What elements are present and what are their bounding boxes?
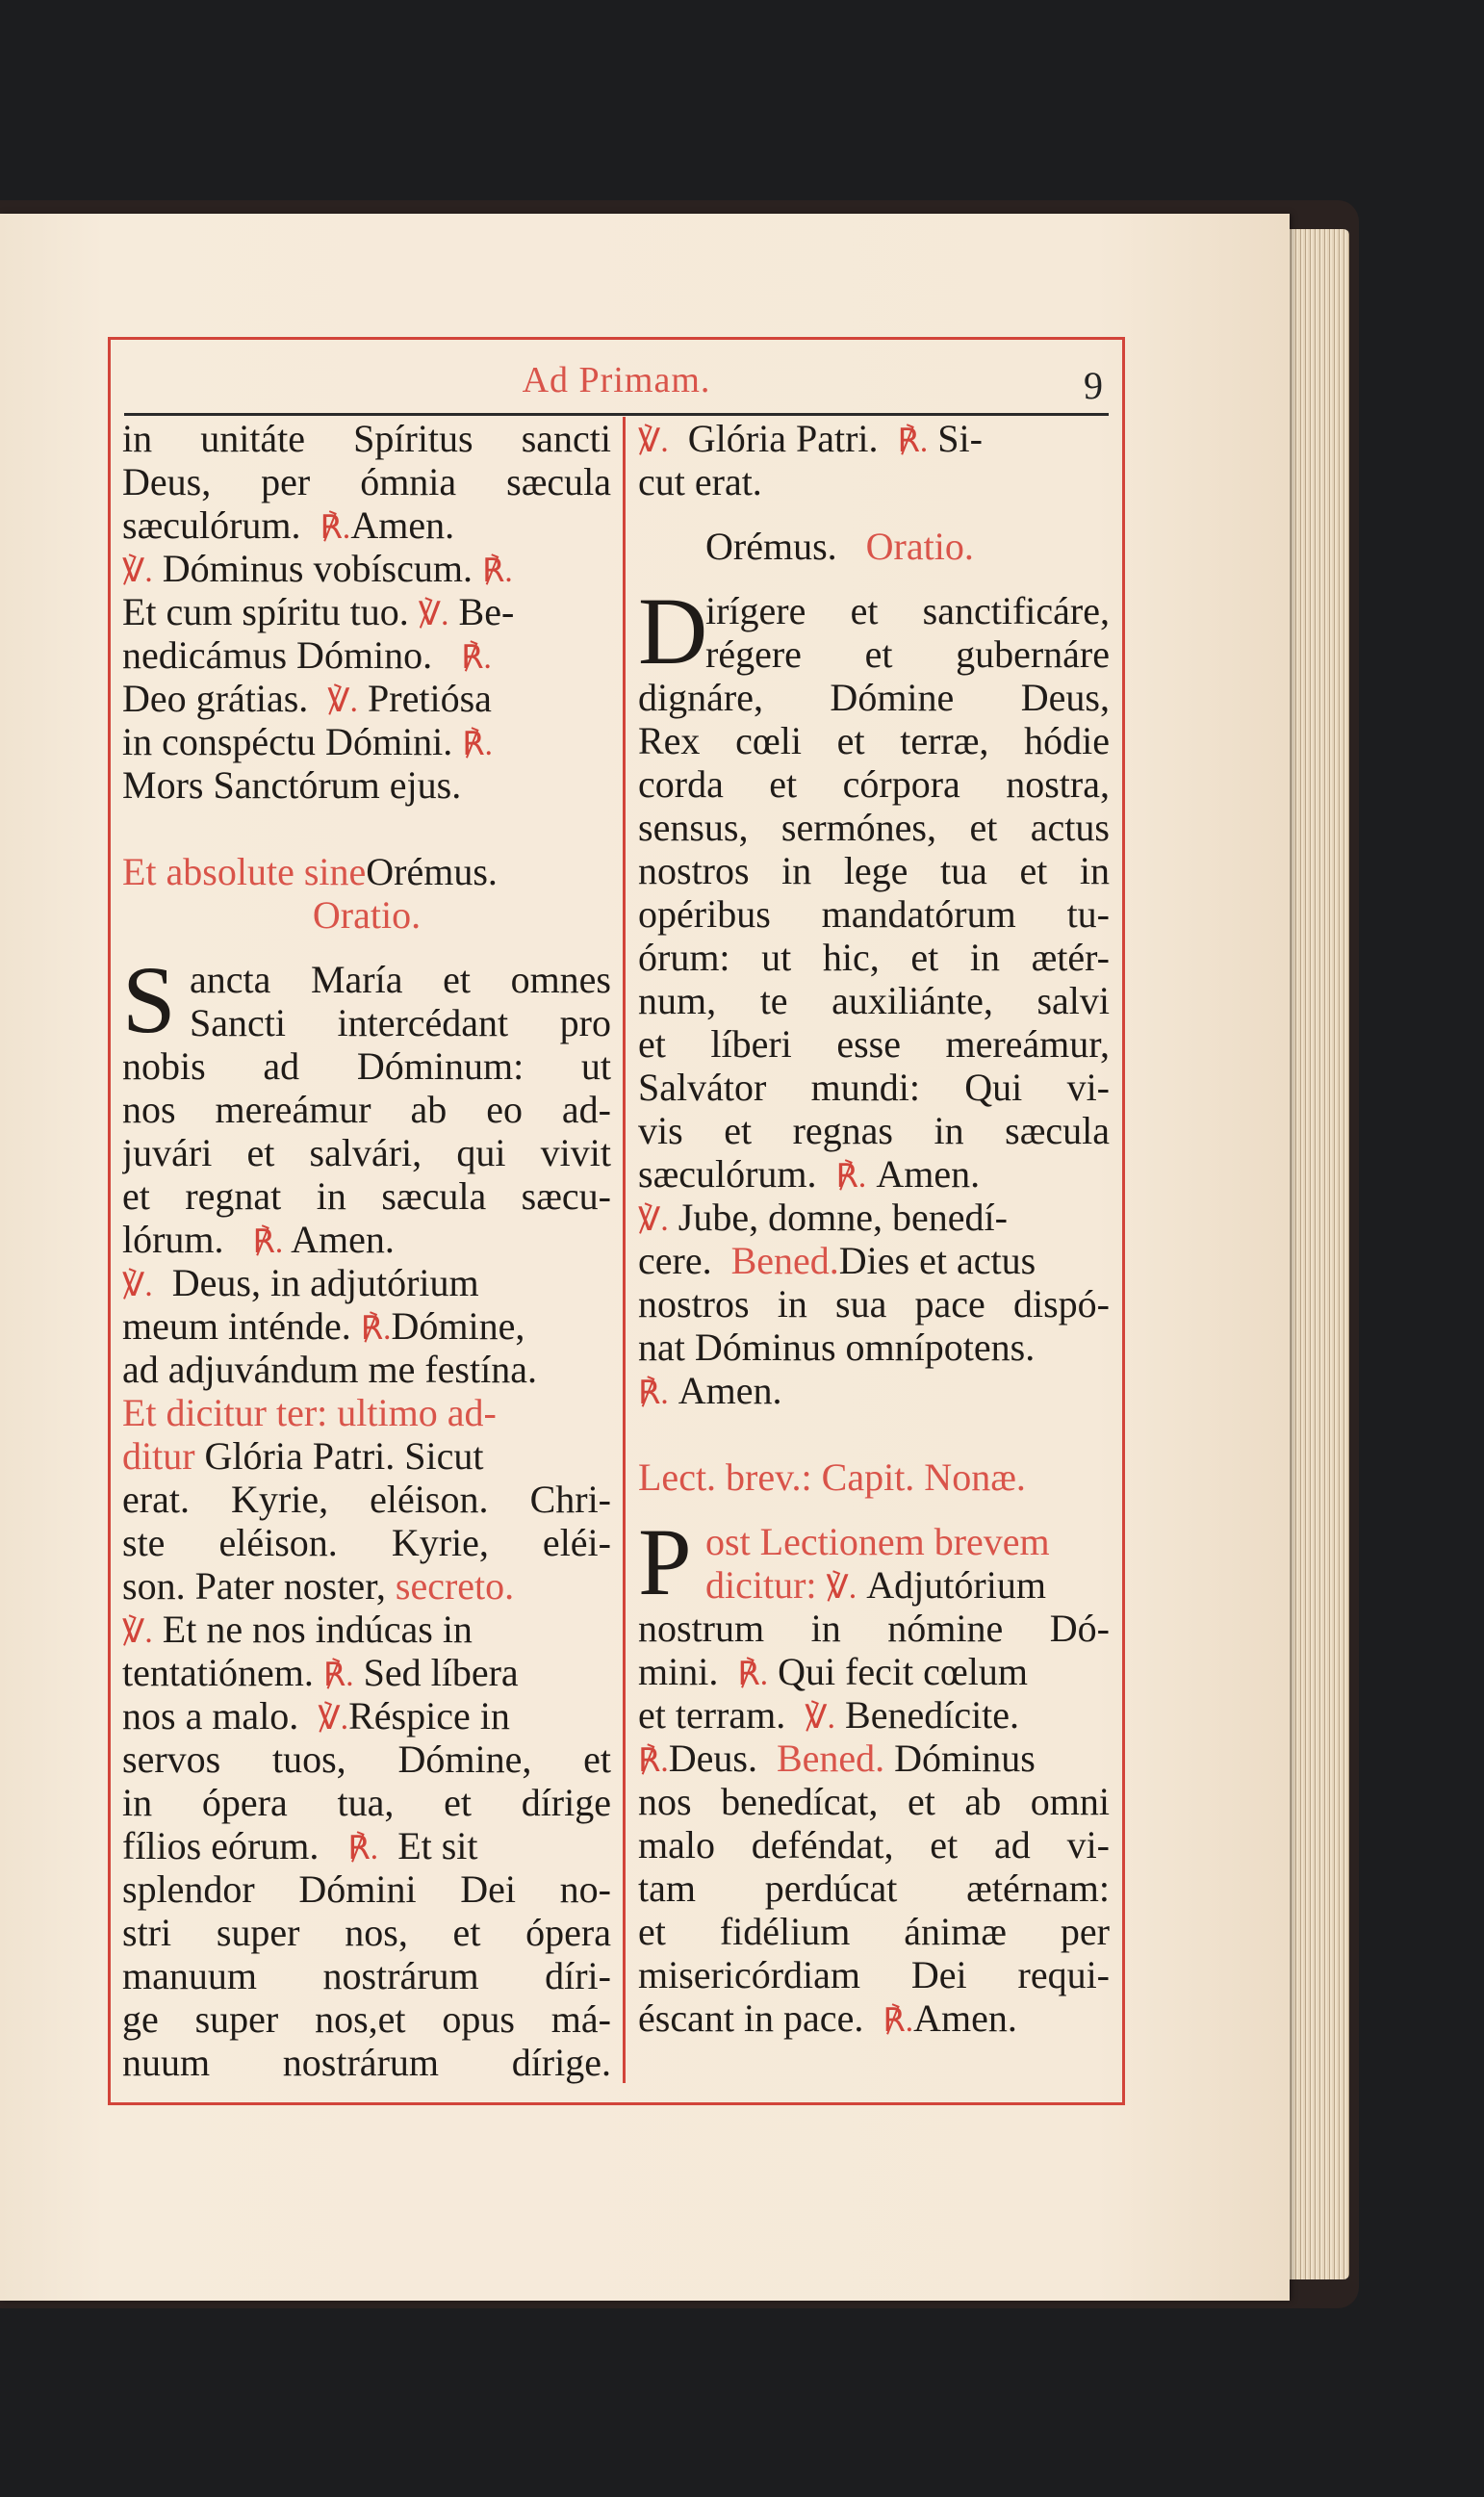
rubric-lectio: Lect. brev.: Capit. Nonæ. — [638, 1455, 1026, 1499]
response-symbol: ℟. — [835, 1159, 867, 1195]
text-line: ℣. Jube, domne, benedí- — [638, 1196, 1008, 1239]
text-line: nostros in sua pace dispó- — [638, 1282, 1110, 1326]
text-line: et regnat in sæcula sæcu- — [122, 1174, 611, 1218]
text-line: num, te auxiliánte, salvi — [638, 979, 1110, 1022]
text-line: erat. Kyrie, eléison. Chri- — [122, 1478, 611, 1521]
text-line: Sancti intercédant pro — [190, 1001, 611, 1044]
text-line: fílios eórum. ℟. Et sit — [122, 1824, 478, 1867]
text-line: nostros in lege tua et in — [638, 849, 1110, 892]
versicle-symbol: ℣. — [122, 553, 153, 589]
text-line: éscant in pace. ℟.Amen. — [638, 1996, 1017, 2040]
response-symbol: ℟. — [360, 1311, 392, 1347]
text-line: ℟. Amen. — [638, 1369, 782, 1412]
text-line: servos tuos, Dómine, et — [122, 1738, 611, 1781]
column-divider — [623, 417, 626, 2083]
text-line: dignáre, Dómine Deus, — [638, 676, 1110, 719]
text-line: lórum. ℟. Amen. — [122, 1218, 395, 1261]
text-line: splendor Dómini Dei no- — [122, 1867, 611, 1911]
text-line: ancta María et omnes — [190, 958, 611, 1001]
response-symbol: ℟. — [320, 510, 351, 546]
versicle-symbol: ℣. — [638, 1202, 669, 1238]
text-line: irígere et sanctificáre, — [705, 589, 1110, 632]
text-line: Orémus. Oratio. — [705, 525, 974, 568]
text-line: juvári et salvári, qui vivit — [122, 1131, 611, 1174]
text-line: tam perdúcat ætérnam: — [638, 1866, 1110, 1910]
text-line: nos mereámur ab eo ad- — [122, 1088, 611, 1131]
text-line: nuum nostrárum dírige. — [122, 2041, 611, 2084]
text-line: mini. ℟. Qui fecit cœlum — [638, 1650, 1029, 1693]
text-line: ℣. Deus, in adjutórium — [122, 1261, 479, 1304]
response-symbol: ℟. — [322, 1658, 354, 1693]
text-line: sæculórum. ℟. Amen. — [638, 1152, 981, 1196]
rubric: Bened. — [730, 1239, 839, 1282]
rubric: Et absolute sine — [122, 850, 367, 893]
prayer-sancta — [122, 946, 611, 1261]
text-line: tentatiónem. ℟. Sed líbera — [122, 1651, 519, 1694]
text-line: ℣. Et ne nos indúcas in — [122, 1608, 473, 1651]
versicle-symbol: ℣. — [638, 424, 669, 459]
response-symbol: ℟. — [482, 553, 513, 589]
versicle-symbol: ℣. — [327, 683, 359, 719]
post-lectionem — [638, 1508, 1110, 1615]
text-line: son. Pater noster, secreto. — [122, 1564, 515, 1608]
text-line: nobis ad Dóminum: ut — [122, 1044, 611, 1088]
text-line: sæculórum. ℟.Amen. — [122, 503, 455, 547]
text-line: in ópera tua, et dírige — [122, 1781, 611, 1824]
text-line: nedicámus Dómino. ℟. — [122, 633, 492, 677]
text-line: nos benedícat, et ab omni — [638, 1780, 1110, 1823]
text-line: ditur Glória Patri. Sicut — [122, 1434, 484, 1478]
versicle-symbol: ℣. — [805, 1700, 836, 1736]
text-line: manuum nostrárum díri- — [122, 1954, 611, 1997]
text-line: meum inténde. ℟.Dómine, — [122, 1304, 525, 1348]
oratio-heading: Oratio. — [312, 893, 422, 937]
text-line: misericórdiam Dei requi- — [638, 1953, 1110, 1996]
versicle-symbol: ℣. — [826, 1570, 857, 1606]
response-symbol: ℟. — [638, 1376, 669, 1411]
response-symbol: ℟. — [897, 424, 929, 459]
response-symbol: ℟. — [461, 640, 492, 676]
text-line: et fidélium ánimæ per — [638, 1910, 1110, 1953]
text-line: régere et gubernáre — [705, 632, 1110, 676]
text-line: vis et regnas in sæcula — [638, 1109, 1110, 1152]
versicle-symbol: ℣. — [122, 1614, 153, 1650]
text-line: corda et córpora nostra, — [638, 762, 1110, 806]
text-line: ge super nos,et opus má- — [122, 1997, 611, 2041]
text-line: Salvátor mundi: Qui vi- — [638, 1066, 1110, 1109]
text-line: ℟.Deus. Bened. Dóminus — [638, 1737, 1036, 1780]
page-edges — [1284, 229, 1349, 2279]
text-line: Deus, per ómnia sæcula — [122, 460, 611, 503]
text-line: sensus, sermónes, et actus — [638, 806, 1110, 849]
text-line: in conspéctu Dómini. ℟. — [122, 720, 494, 763]
response-symbol: ℟. — [883, 2003, 914, 2039]
page-number: 9 — [1084, 364, 1103, 407]
response-symbol: ℟. — [252, 1224, 284, 1260]
text-line: órum: ut hic, et in ætér- — [638, 936, 1110, 979]
text-line: stri super nos, et ópera — [122, 1911, 611, 1954]
text-line: Mors Sanctórum ejus. — [122, 763, 462, 807]
text-line: Rex cœli et terræ, hódie — [638, 719, 1110, 762]
response-symbol: ℟. — [638, 1743, 669, 1779]
text-line: et terram. ℣. Benedícite. — [638, 1693, 1020, 1737]
prayer-dirigere — [638, 578, 1110, 1196]
drop-cap: D — [638, 578, 708, 684]
versicle-symbol: ℣. — [122, 1268, 153, 1303]
text-line: malo deféndat, et ad vi- — [638, 1823, 1110, 1866]
rubric: Bened. — [776, 1737, 885, 1780]
text-line: nos a malo. ℣.Réspice in — [122, 1694, 510, 1738]
versicle-symbol: ℣. — [418, 597, 449, 632]
text-line: ℣. Dóminus vobíscum. ℟. — [122, 547, 513, 590]
rubric: secreto. — [395, 1564, 515, 1608]
response-symbol: ℟. — [737, 1657, 769, 1692]
right-column — [638, 417, 1110, 2083]
page-frame — [108, 337, 1125, 2105]
text-line: ad adjuvándum me festína. — [122, 1348, 537, 1391]
rubric: Et dicitur ter: ultimo ad- — [122, 1391, 497, 1434]
text-line: opéribus mandatórum tu- — [638, 892, 1110, 936]
text-line: ste eléison. Kyrie, eléi- — [122, 1521, 611, 1564]
text-line: Deo grátias. ℣. Pretiósa — [122, 677, 492, 720]
text-line: Et cum spíritu tuo. ℣. Be- — [122, 590, 515, 633]
rubric: dicitur: — [705, 1563, 817, 1607]
text-line: cut erat. — [638, 460, 762, 503]
rubric: ditur — [122, 1434, 195, 1478]
rubric: ost Lectionem brevem — [705, 1520, 1050, 1563]
running-head: Ad Primam. — [522, 360, 711, 400]
drop-cap: S — [122, 946, 176, 1053]
text-line: nostrum in nómine Dó- — [638, 1607, 1110, 1650]
response-symbol: ℟. — [347, 1831, 379, 1866]
text-line: in unitáte Spíritus sancti — [122, 417, 611, 460]
response-symbol: ℟. — [462, 727, 494, 762]
text-line: Et absolute sineOrémus. — [122, 850, 498, 893]
oratio-heading: Oratio. — [865, 525, 974, 568]
text-line: dicitur: ℣. Adjutórium — [705, 1563, 1046, 1607]
left-column — [122, 417, 611, 2083]
versicle-symbol: ℣. — [318, 1701, 349, 1737]
head-rule — [124, 413, 1109, 416]
drop-cap: P — [638, 1508, 692, 1615]
text-line: nat Dóminus omnípotens. — [638, 1326, 1036, 1369]
text-line: cere. Bened.Dies et actus — [638, 1239, 1036, 1282]
text-line: et líberi esse mereámur, — [638, 1022, 1110, 1066]
text-line: ℣. Glória Patri. ℟. Si- — [638, 417, 983, 460]
